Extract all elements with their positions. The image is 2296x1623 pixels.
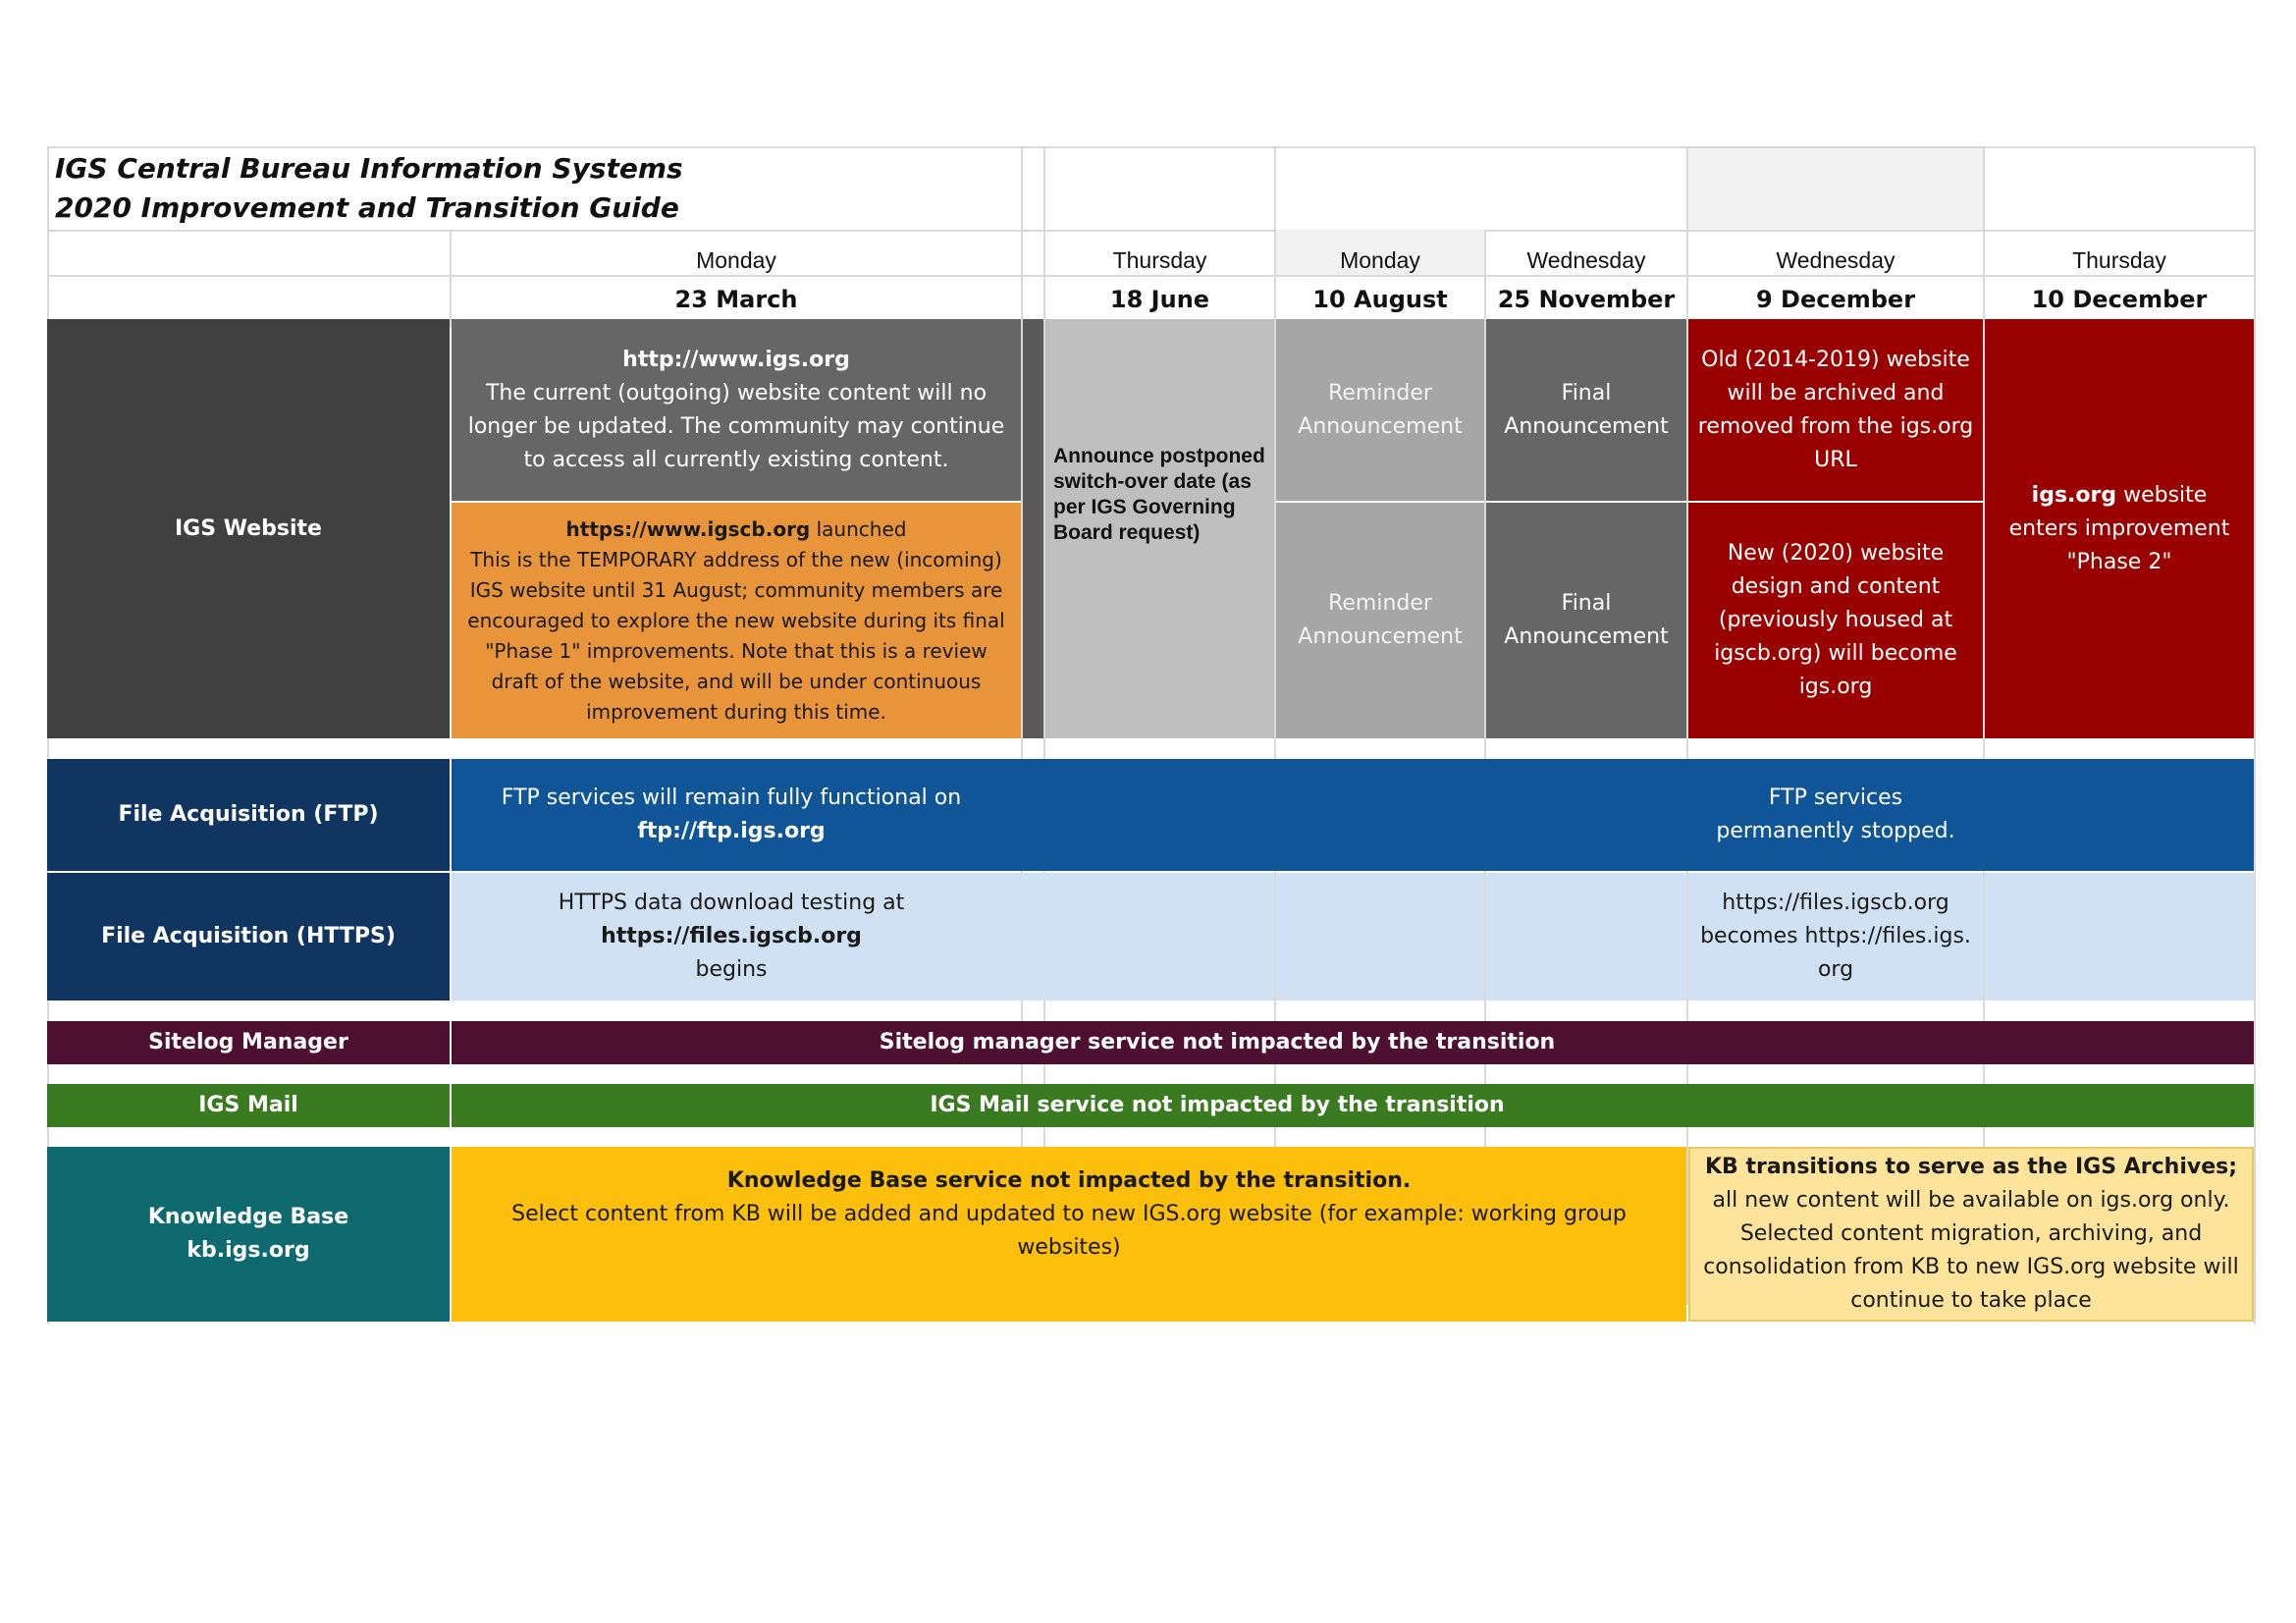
grid-line	[47, 230, 2256, 232]
mail-text: IGS Mail service not impacted by the transition	[930, 1093, 1505, 1117]
aug-bottom-cell	[1276, 503, 1484, 738]
kb-end-text: all new content will be available on igs.org only. Selected content migration, archiving, and consolidation from KB to new IGS.org website will continue to take place	[1703, 1188, 2239, 1313]
dec10-text: website enters improvement "Phase 2"	[2008, 482, 2230, 574]
dec9-bottom-text: New (2020) website design and content (previously housed at igscb.org) will become igs.org	[1714, 541, 1957, 699]
title-line-2: 2020 Improvement and Transition Guide	[55, 191, 679, 224]
col-6-date: 10 December	[2031, 286, 2208, 313]
ftp-end-text: FTP services permanently stopped.	[1716, 785, 1955, 843]
kb-end-cell	[1688, 1147, 2254, 1322]
sitelog-text: Sitelog manager service not impacted by the transition	[879, 1030, 1556, 1055]
col-1-day: Monday	[696, 246, 776, 273]
kb-main-bold: Knowledge Base service not impacted by the transition.	[726, 1168, 1412, 1193]
col-2-date: 18 June	[1109, 286, 1210, 313]
grid-line	[1983, 873, 1985, 1001]
row-label-igs-website: IGS Website	[47, 319, 450, 738]
col-5-day: Wednesday	[1776, 246, 1896, 273]
current-site-cell	[452, 319, 1021, 501]
dec9-top-text: Old (2014-2019) website will be archived and removed from the igs.org URL	[1697, 347, 1974, 472]
ftp-start-url: ftp://ftp.igs.org	[637, 819, 826, 843]
dec9-top-cell	[1688, 319, 1983, 501]
https-end-text: https://files.igscb.org becomes https://files.igs. org	[1700, 891, 1971, 982]
nov-bottom-cell	[1486, 503, 1686, 738]
ftp-start-cell	[452, 759, 1011, 871]
row-label-https: File Acquisition (HTTPS)	[47, 873, 450, 1001]
grid-line	[1484, 873, 1486, 1001]
https-start-suffix: begins	[695, 957, 768, 982]
grid-line	[2254, 146, 2256, 1325]
mail-band	[452, 1084, 2254, 1127]
https-start-url: https://files.igscb.org	[601, 924, 862, 948]
https-start-cell	[452, 873, 1011, 1001]
title-line-1: IGS Central Bureau Information Systems	[55, 152, 683, 185]
new-site-url: https://www.igscb.org	[565, 516, 811, 541]
ftp-start-text: FTP services will remain fully functional on	[501, 785, 962, 810]
col-3-day: Monday	[1340, 246, 1420, 273]
col-4-day: Wednesday	[1526, 246, 1646, 273]
row-label-sitelog: Sitelog Manager	[47, 1021, 450, 1064]
https-end-cell	[1688, 873, 1983, 1001]
aug-bottom-text: Reminder Announcement	[1298, 591, 1463, 649]
nov-top-text: Final Announcement	[1504, 380, 1669, 439]
nov-bottom-text: Final Announcement	[1504, 591, 1669, 649]
ftp-end-cell	[1688, 759, 1983, 871]
grid-line	[47, 275, 2256, 277]
new-site-cell	[452, 503, 1021, 738]
current-site-url: http://www.igs.org	[622, 347, 850, 372]
dec10-cell	[1985, 319, 2254, 738]
kb-end-bold: KB transitions to serve as the IGS Archives;	[1704, 1155, 2238, 1179]
sitelog-band	[452, 1021, 2254, 1064]
col-4-date: 25 November	[1497, 286, 1676, 313]
new-site-url-suffix: launched	[810, 516, 907, 541]
june-note-cell	[1045, 319, 1274, 738]
dec9-bottom-cell	[1688, 503, 1983, 738]
row-label-ftp: File Acquisition (FTP)	[47, 759, 450, 871]
aug-top-text: Reminder Announcement	[1298, 380, 1463, 439]
kb-main-cell	[452, 1147, 1686, 1322]
col-6-day: Thursday	[2072, 246, 2166, 273]
june-note: Announce postponed switch-over date (as per IGS Governing Board request)	[1053, 444, 1265, 544]
col-3-date: 10 August	[1312, 286, 1448, 313]
grid-line	[1274, 873, 1276, 1001]
row-label-mail: IGS Mail	[47, 1084, 450, 1127]
https-start-text: HTTPS data download testing at	[558, 891, 905, 915]
header-shade	[1688, 148, 1983, 230]
row-label-kb	[47, 1147, 450, 1322]
col-5-date: 9 December	[1755, 286, 1916, 313]
current-site-text: The current (outgoing) website content will no longer be updated. The community may continue to access all currently existing content.	[467, 380, 1005, 472]
col-2-day: Thursday	[1112, 246, 1207, 273]
kb-label-line-2: kb.igs.org	[187, 1238, 310, 1263]
aug-top-cell	[1276, 319, 1484, 501]
col-1-date: 23 March	[674, 286, 798, 313]
dec10-bold: igs.org	[2031, 482, 2117, 508]
page-title	[55, 149, 683, 228]
kb-label-line-1: Knowledge Base	[147, 1205, 349, 1229]
kb-main-text: Select content from KB will be added and updated to new IGS.org website (for example: working group websites)	[511, 1202, 1627, 1260]
nov-top-cell	[1486, 319, 1686, 501]
new-site-text: This is the TEMPORARY address of the new (incoming) IGS website until 31 August; community members are encouraged to explore the new website during its final "Phase 1" improvements. Note that this is a review draft of the website, and will be under continuous improvement during this time.	[467, 547, 1005, 724]
divider-bar	[1023, 319, 1043, 738]
